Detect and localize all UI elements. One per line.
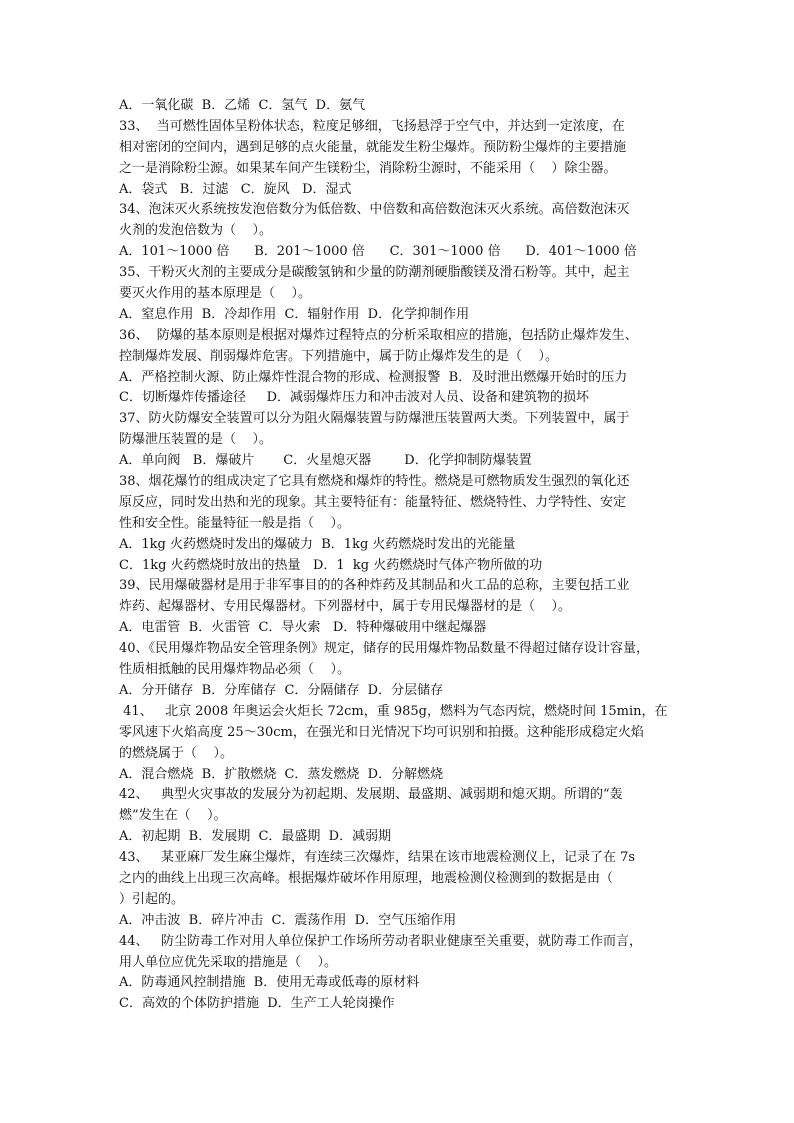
options-line: A．初起期 B．发展期 C．最盛期 D．减弱期 [119,829,392,845]
text-line: 要灭火作用的基本原理是（ ）。 [119,286,312,302]
question-34-line: 34、泡沫灭火系统按发泡倍数分为低倍数、中倍数和高倍数泡沫灭火系统。高倍数泡沫灭 [119,202,630,218]
text-line: 防爆泄压装置的是（ ）。 [119,432,273,448]
question-37-line: 37、防火防爆安全装置可以分为阻火隔爆装置与防爆泄压装置两大类。下列装置中，属于 [119,411,630,427]
text-line: 炸药、起爆器材、专用民爆器材。下列器材中，属于专用民爆器材的是（ ）。 [119,599,572,615]
options-line: A．严格控制火源、防止爆炸性混合物的形成、检测报警 B．及时泄出燃爆开始时的压力 [119,369,628,385]
question-39-line: 39、民用爆破器材是用于非军事目的的各种炸药及其制品和火工品的总称，主要包括工业 [119,578,630,594]
options-line: A．混合燃烧 B．扩散燃烧 C．蒸发燃烧 D．分解燃烧 [119,766,444,782]
question-40-line: 40、《民用爆炸物品安全管理条例》规定，储存的民用爆炸物品数量不得超过储存设计容量， [119,641,650,657]
options-line: A．冲击波 B．碎片冲击 C．震荡作用 D．空气压缩作用 [119,912,457,928]
options-line: A．单向阀 B．爆破片 C．火星熄灭器 D．化学抑制防爆装置 [119,453,532,469]
text-line: 燃”发生在（ ）。 [119,808,227,824]
options-line: A．1kg 火药燃烧时发出的爆破力 B．1kg 火药燃烧时发出的光能量 [119,536,516,552]
question-38-line: 38、烟花爆竹的组成决定了它具有燃烧和爆炸的特性。燃烧是可燃物质发生强烈的氧化还 [119,474,630,490]
text-line: 的燃烧属于（ ）。 [119,745,234,761]
text-line: 用人单位应优先采取的措施是（ ）。 [119,954,338,970]
options-line: A．袋式 B．过滤 C．旋风 D．湿式 [119,181,352,197]
text-line: 性质相抵触的民用爆炸物品必须（ ）。 [119,662,351,678]
question-33-line: 33、 当可燃性固体呈粉体状态，粒度足够细，飞扬悬浮于空气中，并达到一定浓度，在 [119,118,625,134]
text-line: 原反应，同时发出热和光的现象。其主要特征有：能量特征、燃烧特性、力学特性、安定 [119,494,627,510]
text-line: 控制爆炸发展、削弱爆炸危害。下列措施中，属于防止爆炸发生的是（ ）。 [119,348,559,364]
options-line: A．窒息作用 B．冷却作用 C．辐射作用 D．化学抑制作用 [119,306,470,322]
document-page [119,96,684,1015]
options-line: A．防毒通风控制措施 B．使用无毒或低毒的原材料 [119,975,420,991]
text-line: 性和安全性。能量特征一般是指（ ）。 [119,515,351,531]
options-line: C．高效的个体防护措施 D．生产工人轮岗操作 [119,996,395,1012]
options-line: C．切断爆炸传播途径 D．减弱爆炸压力和冲击波对人员、设备和建筑物的损坏 [119,390,590,406]
question-35-line: 35、干粉灭火剂的主要成分是碳酸氢钠和少量的防潮剂硬脂酸镁及滑石粉等。其中，起主 [119,265,630,281]
question-43-line: 43、 某亚麻厂发生麻尘爆炸，有连续三次爆炸，结果在该市地震检测仪上，记录了在 7s [119,850,636,866]
question-44-line: 44、 防尘防毒工作对用人单位保护工作场所劳动者职业健康至关重要，就防毒工作而言， [119,933,642,949]
text-line: 之一是消除粉尘源。如果某车间产生镁粉尘，消除粉尘源时，不能采用（ ）除尘器。 [119,160,617,176]
options-line: A．分开储存 B．分库储存 C．分隔储存 D．分层储存 [119,682,444,698]
text-line: ）引起的。 [119,891,185,907]
text-line: 零风速下火焰高度 25～30cm，在强光和日光情况下均可识别和拍摄。这种能形成稳定火焰 [119,724,644,740]
text-line: A．一氧化碳 B．乙烯 C．氢气 D．氨气 [119,98,366,113]
question-42-line: 42、 典型火灾事故的发展分为初起期、发展期、最盛期、减弱期和熄灭期。所谓的“轰 [119,787,623,803]
options-line: C．1kg 火药燃烧时放出的热量 D．1 kg 火药燃烧时气体产物所做的功 [119,557,543,573]
question-36-line: 36、 防爆的基本原则是根据对爆炸过程特点的分析采取相应的措施，包括防止爆炸发生、 [119,327,638,343]
options-line: A．101～1000 倍 B．201～1000 倍 C．301～1000 倍 D．401～1000 倍 [119,244,637,260]
text-line: 之内的曲线上出现三次高峰。根据爆炸破坏作用原理，地震检测仪检测到的数据是由（ [119,870,614,886]
question-41-line: 41、 北京 2008 年奥运会火炬长 72cm，重 985g，燃料为气态丙烷，燃烧时间 15min，在 [119,703,668,719]
options-line: A．电雷管 B．火雷管 C．导火索 D．特种爆破用中继起爆器 [119,620,487,636]
text-line: 火剂的发泡倍数为（ ）。 [119,223,273,239]
text-line: 相对密闭的空间内，遇到足够的点火能量，就能发生粉尘爆炸。预防粉尘爆炸的主要措施 [119,139,627,155]
